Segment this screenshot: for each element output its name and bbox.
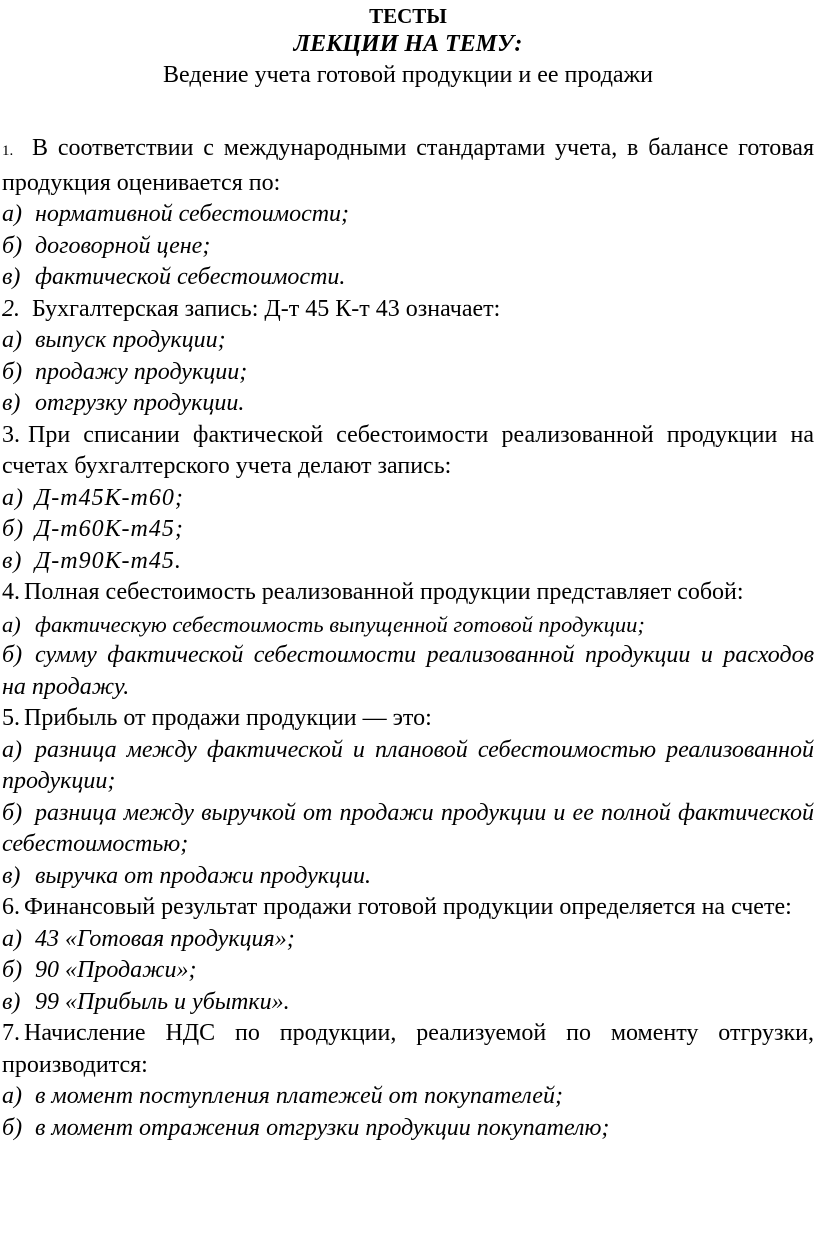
answer-option <box>2 483 814 515</box>
question-text: Прибыль от продажи продукции — это: <box>24 705 432 731</box>
option-letter: а) <box>2 327 22 353</box>
answer-option <box>2 388 814 420</box>
option-letter: в) <box>2 547 23 574</box>
question-stem <box>2 703 814 735</box>
option-text: Д-т90К-т45. <box>35 547 182 574</box>
question-stem <box>2 133 814 199</box>
question-1 <box>2 133 814 294</box>
document-title: ТЕСТЫ <box>369 4 447 28</box>
answer-option <box>2 199 814 231</box>
option-text: 43 «Готовая продукция»; <box>35 925 295 952</box>
answer-option <box>2 640 814 703</box>
option-letter: а) <box>2 925 22 952</box>
document-topic: Ведение учета готовой продукции и ее продажи <box>163 62 653 88</box>
answer-option <box>2 325 814 357</box>
option-letter: а) <box>2 611 21 637</box>
answer-option <box>2 987 814 1019</box>
question-number: 5. <box>2 705 20 731</box>
question-text: Бухгалтерская запись: Д-т 45 К-т 43 означает: <box>32 295 501 322</box>
answer-option <box>2 357 814 389</box>
document-subtitle: ЛЕКЦИИ НА ТЕМУ: <box>293 31 523 57</box>
document-header <box>0 3 816 91</box>
question-number: 6. <box>2 894 20 920</box>
question-2 <box>2 294 814 420</box>
question-number: 2. <box>2 295 20 322</box>
option-letter: а) <box>2 1083 22 1109</box>
option-letter: а) <box>2 484 24 511</box>
answer-option <box>2 955 814 987</box>
answer-option <box>2 514 814 546</box>
question-3 <box>2 420 814 578</box>
option-text: в момент отражения отгрузки продукции покупателю; <box>35 1114 610 1141</box>
option-letter: в) <box>2 264 21 290</box>
option-text: нормативной себестоимости; <box>35 201 350 227</box>
question-text: Полная себестоимость реализованной продукции представляет собой: <box>24 579 744 605</box>
question-7 <box>2 1018 814 1144</box>
option-text: разница между фактической и плановой себестоимостью реализованной продукции; <box>2 736 814 794</box>
question-stem <box>2 577 814 609</box>
option-letter: в) <box>2 390 21 416</box>
option-letter: б) <box>2 957 23 983</box>
option-text: выручка от продажи продукции. <box>35 862 371 889</box>
question-number: 4. <box>2 579 20 605</box>
question-number: 3. <box>2 421 20 448</box>
question-stem <box>2 420 814 483</box>
option-text: продажу продукции; <box>35 358 248 385</box>
question-text: При списании фактической себестоимости реализованной продукции на счетах бухгалтерского учета делают запись: <box>2 421 814 479</box>
option-text: сумму фактической себестоимости реализованной продукции и расходов на продажу. <box>2 642 814 700</box>
question-stem <box>2 294 814 326</box>
option-text: Д-т45К-т60; <box>35 484 184 511</box>
answer-option <box>2 231 814 263</box>
option-text: договорной цене; <box>35 232 211 259</box>
option-text: Д-т60К-т45; <box>35 516 184 542</box>
option-text: фактическую себестоимость выпущенной готовой продукции; <box>35 611 645 637</box>
question-text: Начисление НДС по продукции, реализуемой по моменту отгрузки, производится: <box>2 1020 814 1078</box>
answer-option <box>2 861 814 893</box>
option-letter: б) <box>2 358 23 385</box>
question-number: 7. <box>2 1020 20 1046</box>
option-letter: б) <box>2 516 25 542</box>
option-text: 90 «Продажи»; <box>35 957 197 983</box>
option-text: отгрузку продукции. <box>35 390 245 416</box>
option-letter: б) <box>2 1114 23 1141</box>
answer-option <box>2 924 814 956</box>
question-4 <box>2 577 814 703</box>
option-text: в момент поступления платежей от покупателей; <box>35 1083 563 1109</box>
option-text: 99 «Прибыль и убытки». <box>35 988 290 1015</box>
option-letter: а) <box>2 736 22 763</box>
question-6 <box>2 892 814 1018</box>
option-text: фактической себестоимости. <box>35 264 346 290</box>
option-text: разница между выручкой от продажи продукции и ее полной фактической себестоимостью; <box>2 799 814 857</box>
option-letter: б) <box>2 642 23 668</box>
question-list <box>0 133 814 1144</box>
answer-option <box>2 1081 814 1113</box>
question-text: Финансовый результат продажи готовой продукции определяется на счете: <box>24 894 792 920</box>
option-letter: б) <box>2 232 23 259</box>
option-letter: в) <box>2 988 21 1015</box>
question-stem <box>2 892 814 924</box>
answer-option <box>2 1113 814 1145</box>
answer-option <box>2 735 814 798</box>
option-letter: б) <box>2 799 23 826</box>
question-stem <box>2 1018 814 1081</box>
question-5 <box>2 703 814 892</box>
option-text: выпуск продукции; <box>35 327 226 353</box>
answer-option <box>2 609 814 641</box>
answer-option <box>2 798 814 861</box>
answer-option <box>2 546 814 578</box>
question-text: В соответствии с международными стандартами учета, в балансе готовая продукция оценивается по: <box>2 135 814 196</box>
answer-option <box>2 262 814 294</box>
question-number: 1. <box>2 143 14 159</box>
option-letter: в) <box>2 862 21 889</box>
option-letter: а) <box>2 201 22 227</box>
